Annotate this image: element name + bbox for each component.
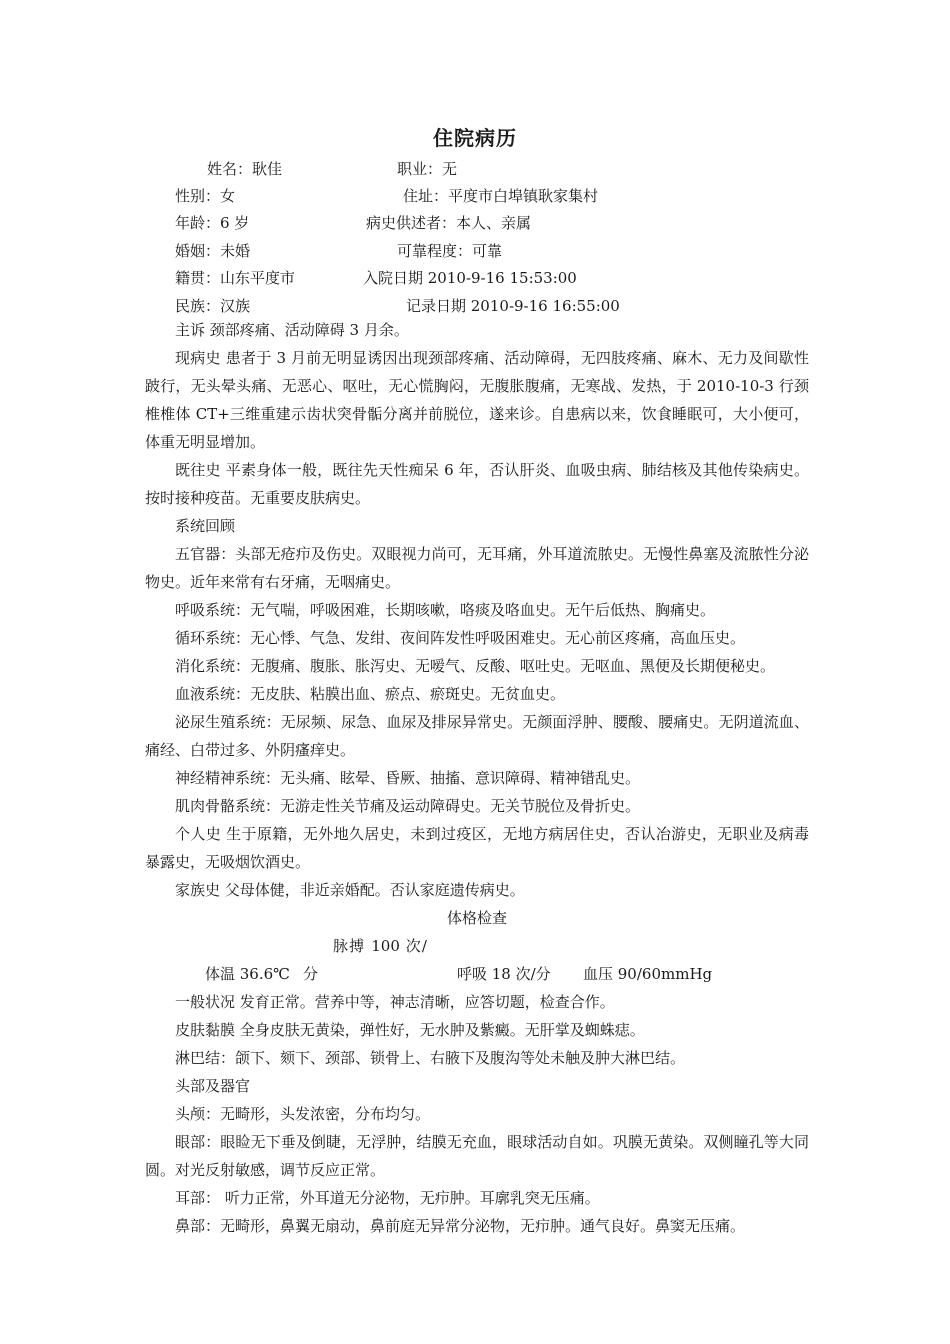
skull-exam: 头颅：无畸形，头发浓密，分布均匀。 [175,1105,431,1123]
nose-exam: 鼻部：无畸形，鼻翼无扇动，鼻前庭无异常分泌物，无疖肿。通气良好。鼻窦无压痛。 [175,1217,746,1235]
patient-marriage: 婚姻：未婚 [175,242,251,260]
ear-exam: 耳部： 听力正常，外耳道无分泌物，无疖肿。耳廓乳突无压痛。 [175,1189,600,1207]
lymph-nodes: 淋巴结：颌下、颏下、颈部、锁骨上、右腋下及腹沟等处未触及肿大淋巴结。 [175,1049,686,1067]
blood-review: 血液系统：无皮肤、粘膜出血、瘀点、瘀斑史。无贫血史。 [175,685,566,703]
skin-mucosa: 皮肤黏膜 全身皮肤无黄染，弹性好，无水肿及紫癜。无肝掌及蜘蛛痣。 [175,1021,645,1039]
digestive-review: 消化系统：无腹痛、腹胀、胀泻史、无嗳气、反酸、呕吐史。无呕血、黑便及长期便秘史。 [175,657,776,675]
personal-history: 个人史 生于原籍，无外地久居史，未到过疫区，无地方病居住史，否认冶游史，无职业及病毒暴露史，无吸烟饮酒史。 [145,825,809,871]
patient-address: 住址：平度市白埠镇耿家集村 [403,187,599,205]
musculoskeletal-review: 肌肉骨骼系统：无游走性关节痛及运动障碍史。无关节脱位及骨折史。 [175,797,641,815]
patient-gender: 性别：女 [175,187,236,205]
patient-occupation: 职业：无 [397,160,458,178]
patient-native-place: 籍贯：山东平度市 [175,269,296,287]
admission-date: 入院日期 2010-9-16 15:53:00 [363,269,577,287]
vital-pulse: 脉搏 100 次/分 [303,937,427,983]
past-history: 既往史 平素身体一般，既往先天性痴呆 6 年，否认肝炎、血吸虫病、肺结核及其他传染病史。按时接种疫苗。无重要皮肤病史。 [145,461,809,507]
urogenital-review: 泌尿生殖系统：无尿频、尿急、血尿及排尿异常史。无颜面浮肿、腰酸、腰痛史。无阴道流血、痛经、白带过多、外阴瘙痒史。 [145,713,809,759]
physical-exam-heading: 体格检查 [446,909,507,927]
neuro-review: 神经精神系统：无头痛、眩晕、昏厥、抽搐、意识障碍、精神错乱史。 [175,769,641,787]
respiratory-review: 呼吸系统：无气喘，呼吸困难，长期咳嗽，咯痰及咯血史。无午后低热、胸痛史。 [175,601,716,619]
head-organs-heading: 头部及器官 [175,1077,251,1095]
general-condition: 一般状况 发育正常。营养中等，神志清晰，应答切题，检查合作。 [175,993,615,1011]
patient-age: 年龄：6 岁 [175,214,250,232]
present-illness-history: 现病史 患者于 3 月前无明显诱因出现颈部疼痛、活动障碍，无四肢疼痛、麻木、无力及间歇性跛行，无头晕头痛、无恶心、呕吐，无心慌胸闷，无腹胀腹痛，无寒战、发热，于 2010-10-3 行颈椎椎体 CT+三维重建示齿状突骨骺分离并前脱位，遂来诊。自患病以来，饮食睡眠可，大小便可，体重无明显增加。 [145,349,809,451]
circulatory-review: 循环系统：无心悸、气急、发绀、夜间阵发性呼吸困难史。无心前区疼痛，高血压史。 [175,629,746,647]
eye-exam: 眼部：眼睑无下垂及倒睫，无浮肿，结膜无充血，眼球活动自如。巩膜无黄染。双侧瞳孔等大同圆。对光反射敏感，调节反应正常。 [145,1133,809,1179]
family-history: 家族史 父母体健，非近亲婚配。否认家庭遗传病史。 [175,881,525,899]
history-informant: 病史供述者：本人、亲属 [366,214,532,232]
chief-complaint: 主诉 颈部疼痛、活动障碍 3 月余。 [175,321,409,339]
page-title: 住院病历 [433,126,517,150]
record-body [145,316,809,1240]
system-review-heading: 系统回顾 [175,517,236,535]
vital-resp: 呼吸 18 次/分 [457,965,551,983]
history-reliability: 可靠程度：可靠 [397,242,503,260]
vital-bp: 血压 90/60mmHg [583,965,713,983]
vital-signs [145,932,809,988]
patient-name: 姓名：耿佳 [207,160,283,178]
patient-ethnicity: 民族：汉族 [175,297,251,315]
record-date: 记录日期 2010-9-16 16:55:00 [406,297,620,315]
five-organs-review: 五官器：头部无疮疖及伤史。双眼视力尚可，无耳痛，外耳道流脓史。无慢性鼻塞及流脓性分泌物史。近年来常有右牙痛，无咽痛史。 [145,545,809,591]
vital-temp: 体温 36.6℃ [205,965,290,983]
